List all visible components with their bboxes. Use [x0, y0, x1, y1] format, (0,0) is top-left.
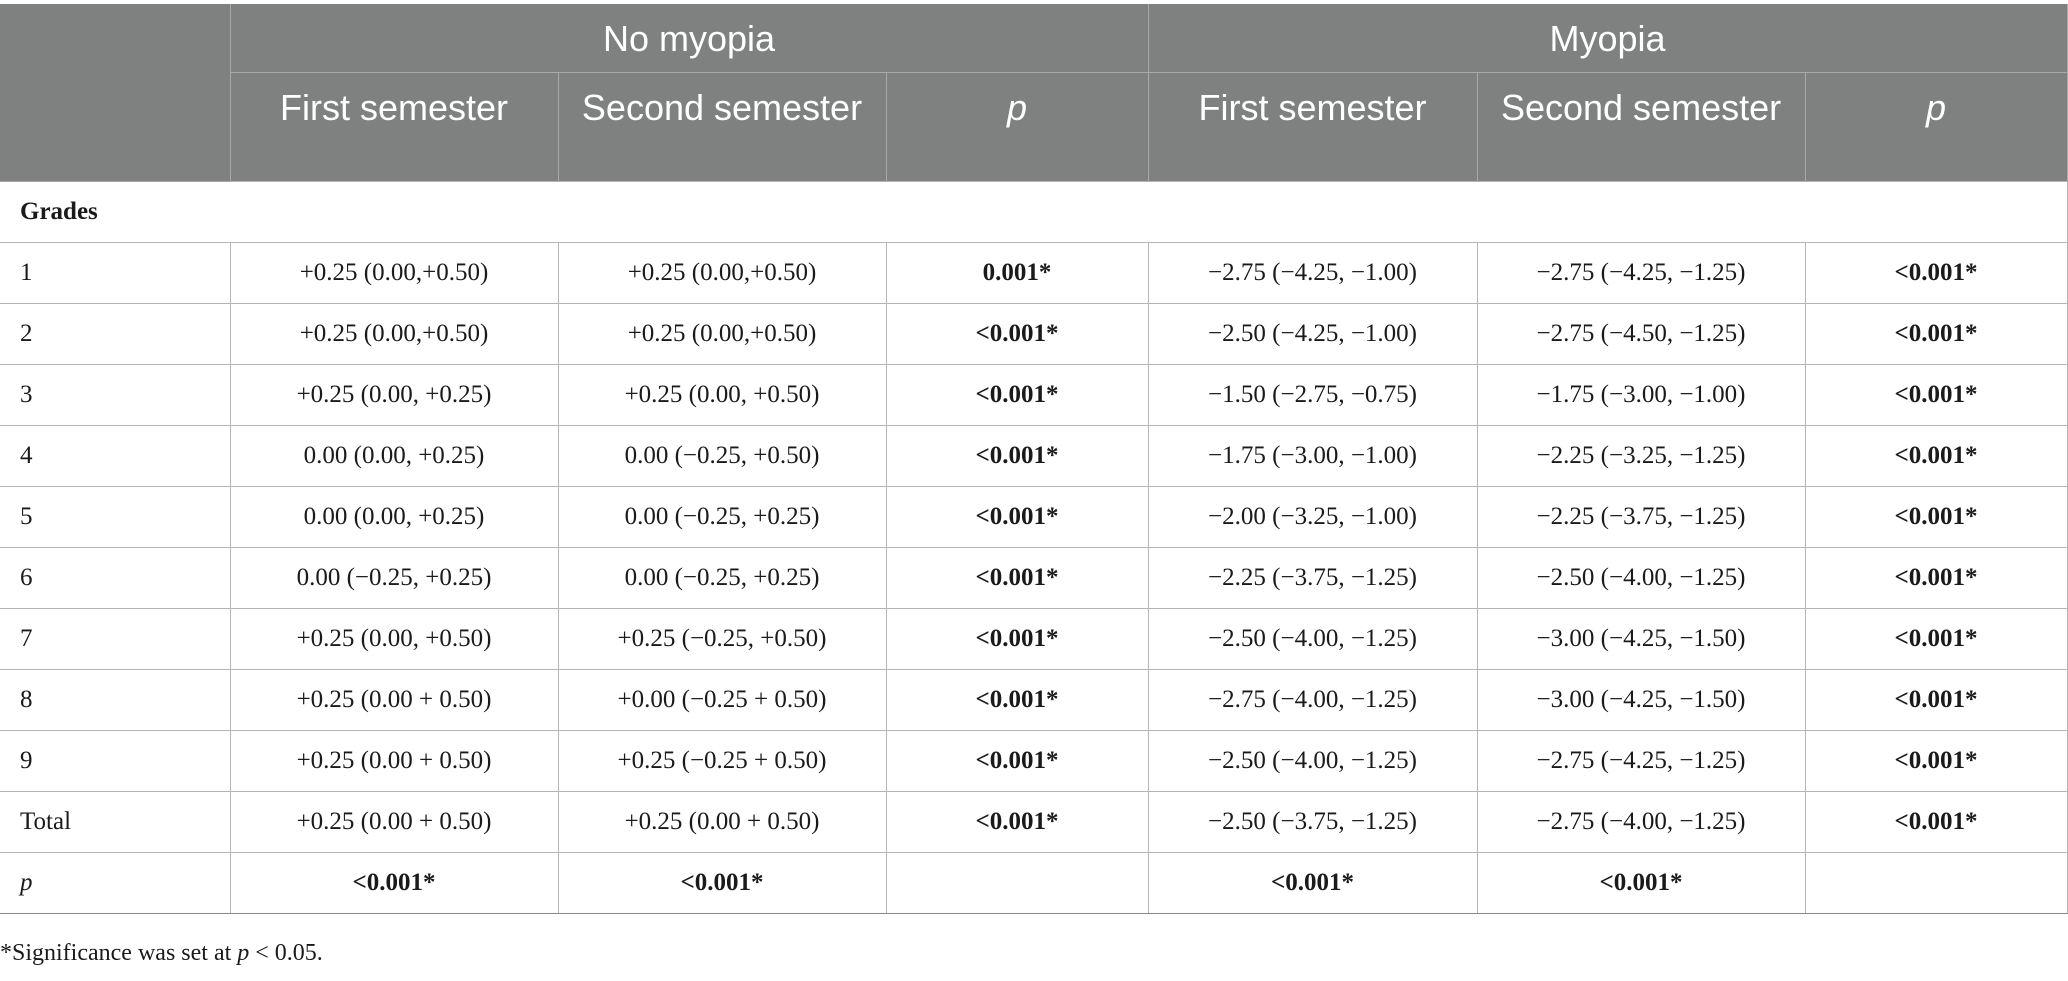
nm-first-cell: +0.25 (0.00, +0.50) [230, 609, 558, 670]
row-label: 1 [0, 243, 230, 304]
table-row [0, 304, 2067, 365]
nm-first-cell: +0.25 (0.00,+0.50) [230, 243, 558, 304]
m-first-cell: −2.50 (−4.00, −1.25) [1148, 731, 1477, 792]
footnote-suffix: < 0.05. [249, 940, 323, 966]
m-second-cell: −2.75 (−4.00, −1.25) [1477, 792, 1805, 853]
nm-first-cell: +0.25 (0.00,+0.50) [230, 304, 558, 365]
table-row [0, 487, 2067, 548]
subheader-nm-first-semester: First semester [230, 73, 558, 182]
nm-p-cell: <0.001* [886, 487, 1148, 548]
nm-p-cell: <0.001* [886, 670, 1148, 731]
footnote-var: p [237, 940, 250, 966]
m-p-cell: <0.001* [1805, 243, 2067, 304]
m-first-cell: −2.50 (−4.25, −1.00) [1148, 304, 1477, 365]
nm-p-cell: <0.001* [886, 426, 1148, 487]
group-header-myopia: Myopia [1148, 4, 2067, 73]
nm-second-cell: +0.25 (−0.25, +0.50) [558, 609, 886, 670]
m-p-cell: <0.001* [1805, 670, 2067, 731]
m-second-cell: −2.75 (−4.50, −1.25) [1477, 304, 1805, 365]
m-second-cell: −2.50 (−4.00, −1.25) [1477, 548, 1805, 609]
nm-first-cell: 0.00 (0.00, +0.25) [230, 487, 558, 548]
table-row [0, 731, 2067, 792]
table-row [0, 609, 2067, 670]
table-row [0, 365, 2067, 426]
section-row [0, 182, 2067, 243]
footnote [0, 940, 323, 967]
nm-second-cell: 0.00 (−0.25, +0.50) [558, 426, 886, 487]
nm-first-cell: 0.00 (−0.25, +0.25) [230, 548, 558, 609]
nm-second-cell: +0.25 (0.00, +0.50) [558, 365, 886, 426]
m-second-cell: −3.00 (−4.25, −1.50) [1477, 670, 1805, 731]
m-second-cell: −2.75 (−4.25, −1.25) [1477, 243, 1805, 304]
m-p-cell: <0.001* [1805, 304, 2067, 365]
m-first-cell: −1.50 (−2.75, −0.75) [1148, 365, 1477, 426]
nm-p-cell: <0.001* [886, 365, 1148, 426]
corner-header-cell [0, 4, 230, 182]
nm-p-cell: <0.001* [886, 731, 1148, 792]
nm-second-cell: +0.25 (0.00,+0.50) [558, 304, 886, 365]
m-second-cell: −3.00 (−4.25, −1.50) [1477, 609, 1805, 670]
m-second-cell: −2.25 (−3.25, −1.25) [1477, 426, 1805, 487]
table-header [0, 4, 2067, 182]
row-label: 8 [0, 670, 230, 731]
p-row-nm-second-cell: <0.001* [558, 853, 886, 914]
nm-first-cell: +0.25 (0.00, +0.25) [230, 365, 558, 426]
footnote-prefix: *Significance was set at [0, 940, 238, 966]
table-row [0, 426, 2067, 487]
m-first-cell: −2.00 (−3.25, −1.00) [1148, 487, 1477, 548]
nm-p-cell: <0.001* [886, 548, 1148, 609]
p-row-nm-p-cell [886, 853, 1148, 914]
row-label: 3 [0, 365, 230, 426]
table-row [0, 670, 2067, 731]
m-first-cell: −2.75 (−4.00, −1.25) [1148, 670, 1477, 731]
nm-p-cell: 0.001* [886, 243, 1148, 304]
nm-second-cell: +0.00 (−0.25 + 0.50) [558, 670, 886, 731]
p-row-m-p-cell [1805, 853, 2067, 914]
subheader-nm-second-semester: Second semester [558, 73, 886, 182]
table-row [0, 792, 2067, 853]
m-p-cell: <0.001* [1805, 426, 2067, 487]
nm-second-cell: 0.00 (−0.25, +0.25) [558, 487, 886, 548]
m-first-cell: −1.75 (−3.00, −1.00) [1148, 426, 1477, 487]
m-second-cell: −2.75 (−4.25, −1.25) [1477, 731, 1805, 792]
row-label: 6 [0, 548, 230, 609]
nm-second-cell: +0.25 (0.00 + 0.50) [558, 792, 886, 853]
nm-p-cell: <0.001* [886, 304, 1148, 365]
nm-p-cell: <0.001* [886, 609, 1148, 670]
table-body [0, 182, 2067, 914]
m-p-cell: <0.001* [1805, 548, 2067, 609]
row-label: Total [0, 792, 230, 853]
p-row-m-second-cell: <0.001* [1477, 853, 1805, 914]
table-row [0, 243, 2067, 304]
row-label: 5 [0, 487, 230, 548]
nm-first-cell: +0.25 (0.00 + 0.50) [230, 731, 558, 792]
subheader-m-p: p [1805, 73, 2067, 182]
group-header-no-myopia: No myopia [230, 4, 1148, 73]
subheader-m-first-semester: First semester [1148, 73, 1477, 182]
p-value-row [0, 853, 2067, 914]
row-label: 9 [0, 731, 230, 792]
results-table [0, 4, 2068, 914]
m-p-cell: <0.001* [1805, 792, 2067, 853]
m-first-cell: −2.75 (−4.25, −1.00) [1148, 243, 1477, 304]
nm-first-cell: +0.25 (0.00 + 0.50) [230, 670, 558, 731]
nm-second-cell: +0.25 (−0.25 + 0.50) [558, 731, 886, 792]
row-label: 2 [0, 304, 230, 365]
m-first-cell: −2.50 (−3.75, −1.25) [1148, 792, 1477, 853]
nm-first-cell: 0.00 (0.00, +0.25) [230, 426, 558, 487]
m-p-cell: <0.001* [1805, 609, 2067, 670]
nm-first-cell: +0.25 (0.00 + 0.50) [230, 792, 558, 853]
m-second-cell: −1.75 (−3.00, −1.00) [1477, 365, 1805, 426]
subheader-nm-p: p [886, 73, 1148, 182]
table-row [0, 548, 2067, 609]
p-row-nm-first-cell: <0.001* [230, 853, 558, 914]
m-second-cell: −2.25 (−3.75, −1.25) [1477, 487, 1805, 548]
m-first-cell: −2.50 (−4.00, −1.25) [1148, 609, 1477, 670]
m-p-cell: <0.001* [1805, 487, 2067, 548]
nm-second-cell: +0.25 (0.00,+0.50) [558, 243, 886, 304]
nm-p-cell: <0.001* [886, 792, 1148, 853]
section-label: Grades [0, 182, 2067, 243]
row-label: 4 [0, 426, 230, 487]
m-p-cell: <0.001* [1805, 365, 2067, 426]
p-row-m-first-cell: <0.001* [1148, 853, 1477, 914]
row-label: 7 [0, 609, 230, 670]
m-p-cell: <0.001* [1805, 731, 2067, 792]
subheader-m-second-semester: Second semester [1477, 73, 1805, 182]
nm-second-cell: 0.00 (−0.25, +0.25) [558, 548, 886, 609]
m-first-cell: −2.25 (−3.75, −1.25) [1148, 548, 1477, 609]
p-row-row-label: p [0, 853, 230, 914]
